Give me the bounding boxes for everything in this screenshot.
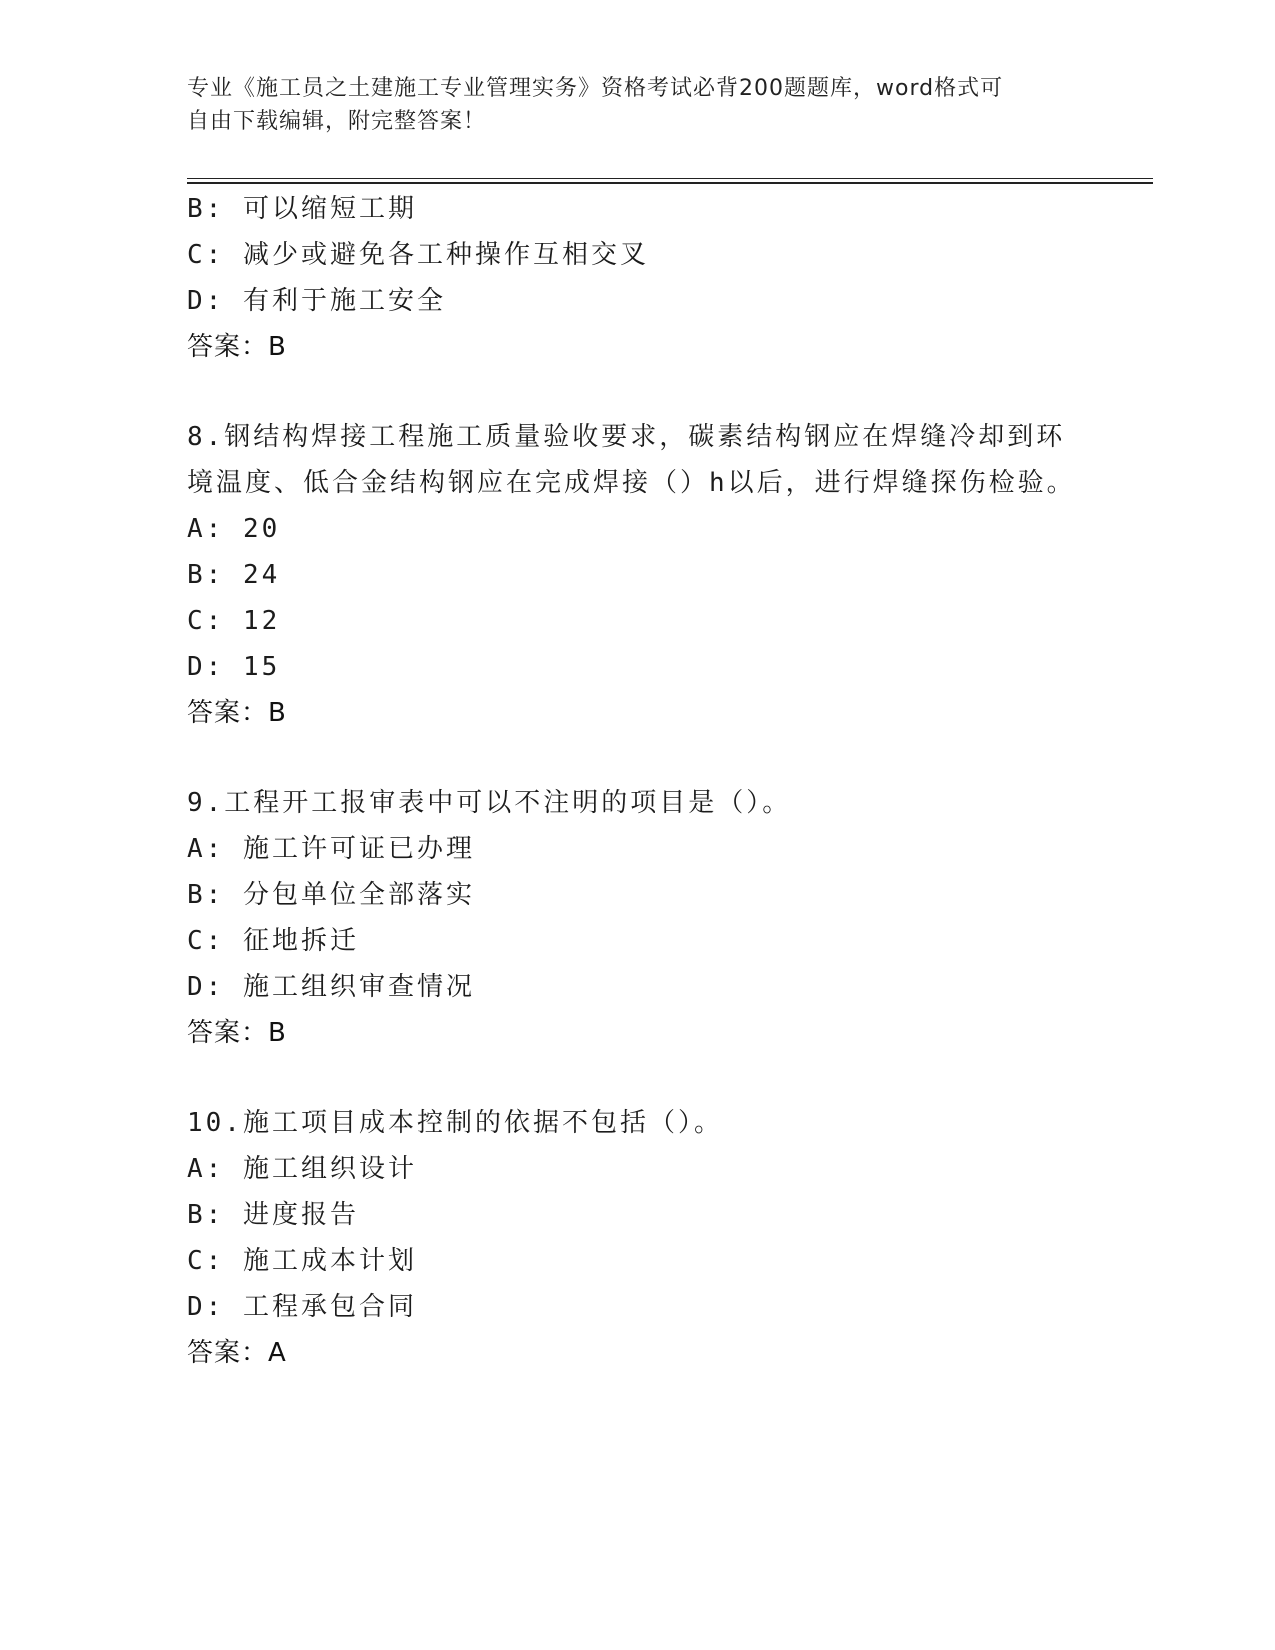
question-9 (187, 780, 1087, 1056)
header-line-1: 专业《施工员之土建施工专业管理实务》资格考试必背200题题库，word格式可 (187, 76, 1004, 101)
option-c: C: 征地拆迁 (187, 926, 359, 956)
header-line-2: 自由下载编辑，附完整答案！ (187, 109, 487, 134)
question-8 (187, 414, 1087, 736)
question-text-line-2: 境温度、低合金结构钢应在完成焊接（）h以后，进行焊缝探伤检验。 (187, 468, 1076, 498)
question-list (187, 186, 1087, 1376)
option-a: A: 施工组织设计 (187, 1154, 417, 1184)
question-gap (187, 1056, 1087, 1100)
header-divider-thin (187, 178, 1153, 179)
option-b: B: 24 (187, 560, 281, 590)
answer-line: 答案：A (187, 1338, 287, 1368)
answer-line: 答案：B (187, 332, 287, 362)
option-b: B: 分包单位全部落实 (187, 880, 475, 910)
option-d: D: 工程承包合同 (187, 1292, 417, 1322)
header-divider-thick (187, 182, 1153, 184)
option-c: C: 施工成本计划 (187, 1246, 417, 1276)
question-10 (187, 1100, 1087, 1376)
document-header (187, 72, 1067, 138)
option-b: B: 可以缩短工期 (187, 194, 417, 224)
option-d: D: 15 (187, 652, 281, 682)
option-a: A: 20 (187, 514, 281, 544)
question-text-line-1: 10.施工项目成本控制的依据不包括（）。 (187, 1108, 723, 1138)
option-d: D: 有利于施工安全 (187, 286, 446, 316)
question-7-continued (187, 186, 1087, 370)
option-b: B: 进度报告 (187, 1200, 359, 1230)
question-gap (187, 370, 1087, 414)
option-c: C: 12 (187, 606, 281, 636)
option-c: C: 减少或避免各工种操作互相交叉 (187, 240, 649, 270)
question-text-line-1: 8.钢结构焊接工程施工质量验收要求，碳素结构钢应在焊缝冷却到环 (187, 422, 1066, 452)
question-text-line-1: 9.工程开工报审表中可以不注明的项目是（）。 (187, 788, 792, 818)
option-a: A: 施工许可证已办理 (187, 834, 475, 864)
answer-line: 答案：B (187, 698, 287, 728)
answer-line: 答案：B (187, 1018, 287, 1048)
option-d: D: 施工组织审查情况 (187, 972, 475, 1002)
question-gap (187, 736, 1087, 780)
